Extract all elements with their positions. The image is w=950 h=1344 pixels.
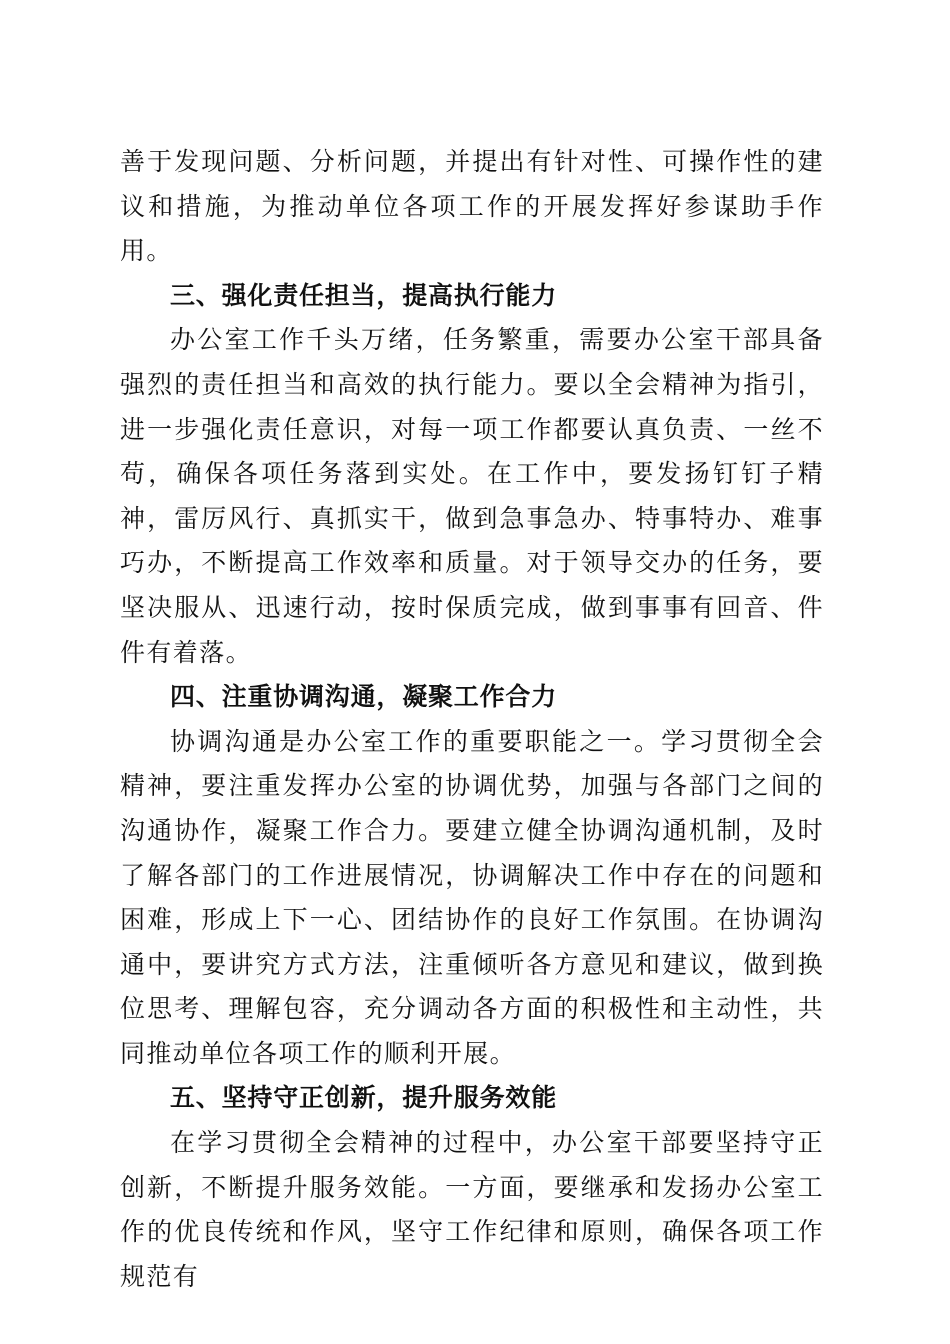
section-heading-5: 五、坚持守正创新，提升服务效能 — [170, 1083, 558, 1113]
section-heading-3: 三、强化责任担当，提高执行能力 — [170, 280, 558, 310]
section-body-5: 在学习贯彻全会精神的过程中，办公室干部要坚持守正创新，不断提升服务效能。一方面，要继承和发扬办公室工作的优良传统和作风，坚守工作纪律和原则，确保各项工作规范有 — [120, 1128, 824, 1291]
document-body — [120, 140, 824, 1299]
paragraph-continued: 善于发现问题、分析问题，并提出有针对性、可操作性的建议和措施，为推动单位各项工作的开展发挥好参谋助手作用。 — [120, 147, 824, 266]
section-body-3: 办公室工作千头万绪，任务繁重，需要办公室干部具备强烈的责任担当和高效的执行能力。要以全会精神为指引，进一步强化责任意识，对每一项工作都要认真负责、一丝不苟，确保各项任务落到实处。在工作中，要发扬钉钉子精神，雷厉风行、真抓实干，做到急事急办、特事特办、难事巧办，不断提高工作效率和质量。对于领导交办的任务，要坚决服从、迅速行动，按时保质完成，做到事事有回音、件件有着落。 — [120, 325, 824, 667]
section-heading-4: 四、注重协调沟通，凝聚工作合力 — [170, 682, 558, 712]
section-body-4: 协调沟通是办公室工作的重要职能之一。学习贯彻全会精神，要注重发挥办公室的协调优势，加强与各部门之间的沟通协作，凝聚工作合力。要建立健全协调沟通机制，及时了解各部门的工作进展情况，协调解决工作中存在的问题和困难，形成上下一心、团结协作的良好工作氛围。在协调沟通中，要讲究方式方法，注重倾听各方意见和建议，做到换位思考、理解包容，充分调动各方面的积极性和主动性，共同推动单位各项工作的顺利开展。 — [120, 726, 824, 1068]
